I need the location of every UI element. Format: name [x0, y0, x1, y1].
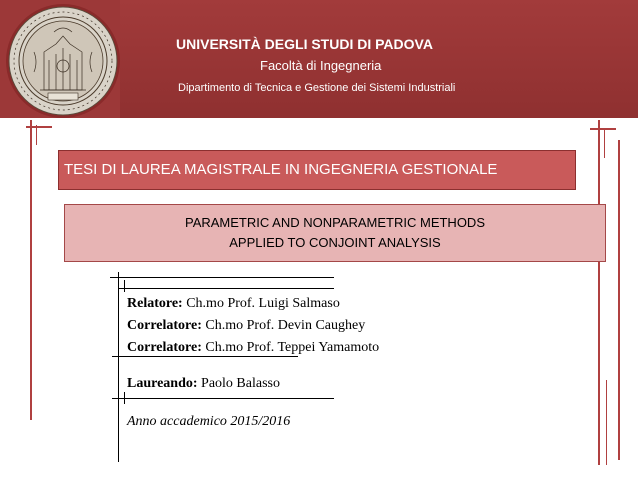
decorative-line	[606, 380, 607, 465]
decorative-line	[36, 125, 37, 145]
correlatore-label-1: Correlatore:	[127, 318, 202, 333]
correlatore-name-1: Ch.mo Prof. Devin Caughey	[205, 318, 366, 333]
relatore-label: Relatore:	[127, 296, 183, 311]
decorative-line	[124, 392, 125, 404]
decorative-line	[110, 277, 334, 278]
faculty-name: Facoltà di Ingegneria	[260, 58, 382, 73]
decorative-line	[38, 118, 39, 130]
decorative-line	[590, 128, 616, 130]
correlatore-label-2: Correlatore:	[127, 340, 202, 355]
relatore-row	[127, 296, 340, 312]
decorative-line	[26, 126, 52, 128]
thesis-title-box	[64, 204, 606, 262]
thesis-title-line-2: APPLIED TO CONJOINT ANALYSIS	[229, 235, 441, 250]
department-name: Dipartimento di Tecnica e Gestione dei Sistemi Industriali	[178, 82, 456, 94]
thesis-title-line-1: PARAMETRIC AND NONPARAMETRIC METHODS	[185, 215, 485, 230]
decorative-line	[124, 280, 125, 292]
decorative-line	[30, 120, 32, 420]
decorative-line	[118, 288, 334, 289]
laureando-row	[127, 376, 280, 392]
decorative-line	[598, 120, 600, 465]
decorative-line	[112, 398, 334, 399]
relatore-name: Ch.mo Prof. Luigi Salmaso	[186, 296, 340, 311]
decorative-line	[618, 140, 620, 460]
decorative-line	[112, 356, 298, 357]
thesis-type: TESI DI LAUREA MAGISTRALE IN INGEGNERIA GESTIONALE	[64, 161, 498, 178]
laureando-label: Laureando:	[127, 376, 198, 391]
decorative-line	[604, 128, 605, 158]
correlatore-row-2	[127, 340, 379, 356]
correlatore-row-1	[127, 318, 365, 334]
academic-year: Anno accademico 2015/2016	[127, 414, 291, 429]
correlatore-name-2: Ch.mo Prof. Teppei Yamamoto	[205, 340, 380, 355]
laureando-name: Paolo Balasso	[201, 376, 280, 391]
university-name: UNIVERSITÀ DEGLI STUDI DI PADOVA	[176, 36, 433, 52]
university-seal-icon	[4, 2, 122, 120]
decorative-line	[118, 272, 119, 462]
